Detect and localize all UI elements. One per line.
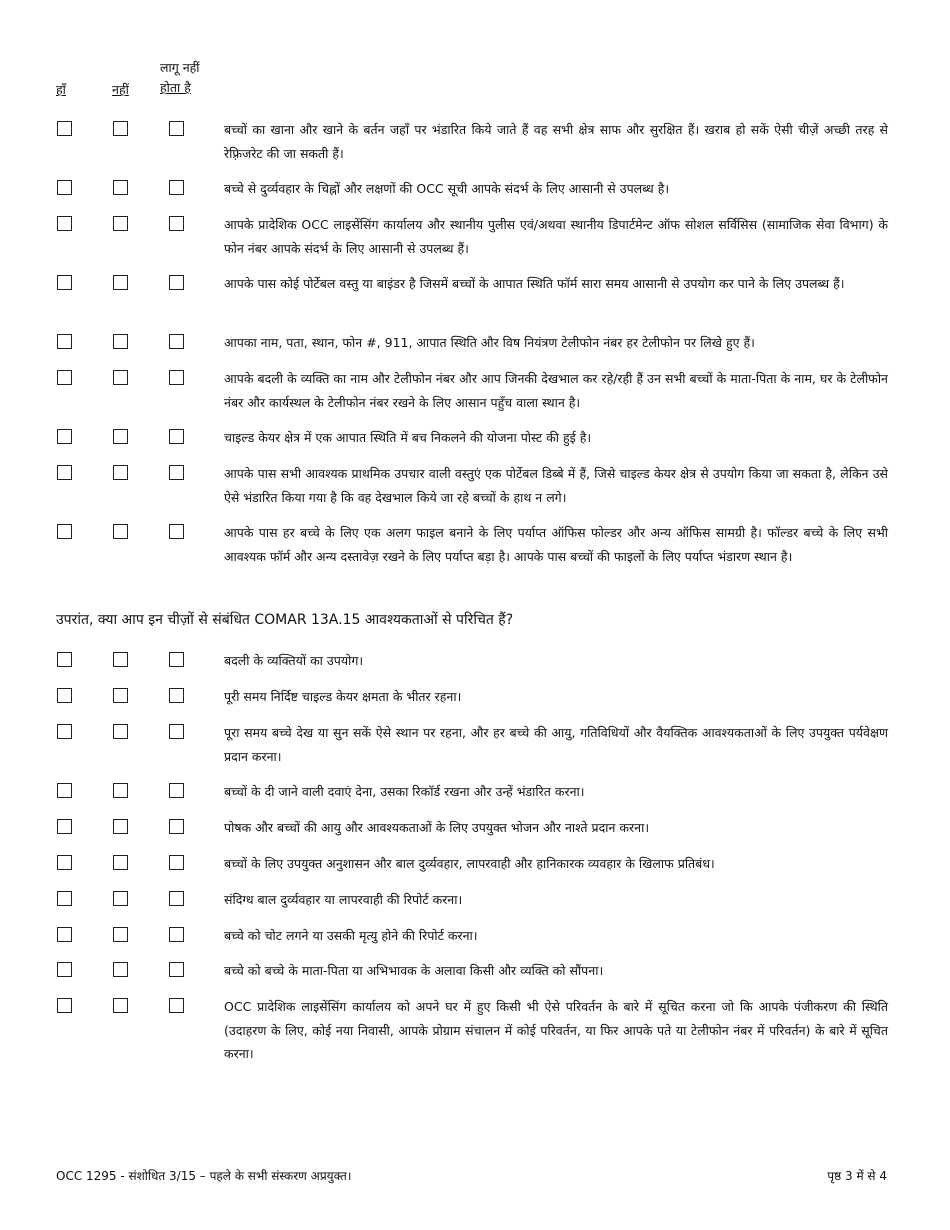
no-checkbox[interactable] [113, 275, 128, 290]
yes-checkbox[interactable] [57, 819, 72, 834]
not-applicable-checkbox[interactable] [169, 927, 184, 942]
not-applicable-checkbox[interactable] [169, 334, 184, 349]
checklist-item-text: संदिग्ध बाल दुर्व्यवहार या लापरवाही की रिपोर्ट करना। [224, 892, 463, 907]
not-applicable-checkbox[interactable] [169, 429, 184, 444]
yes-checkbox[interactable] [57, 652, 72, 667]
not-applicable-checkbox[interactable] [169, 524, 184, 539]
no-checkbox[interactable] [113, 724, 128, 739]
no-checkbox[interactable] [113, 121, 128, 136]
not-applicable-checkbox[interactable] [169, 891, 184, 906]
yes-checkbox[interactable] [57, 429, 72, 444]
not-applicable-checkbox[interactable] [169, 998, 184, 1013]
checklist-item-text: आपके पास हर बच्चे के लिए एक अलग फाइल बनाने के लिए पर्याप्त ऑफिस फोल्डर और अन्य ऑफिस सामग्री है। फॉल्डर बच्चे के लिए सभी आवश्यक फॉर्म और अन्य दस्तावेज़ रखने के लिए पर्याप्त बड़ा है। आपके पास बच्चों की फाइलों के लिए पर्याप्त भंडारण स्थान है। [224, 525, 888, 564]
column-header-not-applicable [160, 58, 200, 98]
no-checkbox[interactable] [113, 429, 128, 444]
yes-checkbox[interactable] [57, 688, 72, 703]
yes-checkbox[interactable] [57, 465, 72, 480]
checklist-item-text: बच्चे को बच्चे के माता-पिता या अभिभावक के अलावा किसी और व्यक्ति को सौंपना। [224, 963, 604, 978]
checklist-item-text: बच्चों के दी जाने वाली दवाएं देना, उसका रिकॉर्ड रखना और उन्हें भंडारित करना। [224, 784, 585, 799]
page-number: पृष्ठ 3 में से 4 [827, 1169, 887, 1183]
not-applicable-checkbox[interactable] [169, 962, 184, 977]
no-checkbox[interactable] [113, 819, 128, 834]
not-applicable-checkbox[interactable] [169, 121, 184, 136]
no-checkbox[interactable] [113, 652, 128, 667]
not-applicable-checkbox[interactable] [169, 724, 184, 739]
no-checkbox[interactable] [113, 216, 128, 231]
form-revision-footer: OCC 1295 - संशोधित 3/15 – पहले के सभी संस्करण अप्रयुक्त। [56, 1169, 352, 1183]
not-applicable-checkbox[interactable] [169, 370, 184, 385]
no-checkbox[interactable] [113, 783, 128, 798]
checklist-item-text: पूरी समय निर्दिष्ट चाइल्ड केयर क्षमता के भीतर रहना। [224, 689, 462, 704]
not-applicable-checkbox[interactable] [169, 855, 184, 870]
yes-checkbox[interactable] [57, 724, 72, 739]
yes-checkbox[interactable] [57, 180, 72, 195]
column-header-na-line1: लागू नहीं [160, 60, 200, 75]
yes-checkbox[interactable] [57, 275, 72, 290]
yes-checkbox[interactable] [57, 334, 72, 349]
not-applicable-checkbox[interactable] [169, 652, 184, 667]
no-checkbox[interactable] [113, 524, 128, 539]
checklist-item-text: पूरा समय बच्चे देख या सुन सकें ऐसे स्थान पर रहना, और हर बच्चे की आयु, गतिविधियों और वैयक्तिक आवश्यकताओं के लिए उपयुक्त पर्यवेक्षण प्रदान करना। [224, 725, 888, 764]
yes-checkbox[interactable] [57, 216, 72, 231]
checklist-item-text: बच्चे को चोट लगने या उसकी मृत्यु होने की रिपोर्ट करना। [224, 928, 478, 943]
checklist-item-text: आपके बदली के व्यक्ति का नाम और टेलीफोन नंबर और आप जिनकी देखभाल कर रहे/रही हैं उन सभी बच्चों के माता-पिता के नाम, घर के टेलीफोन नंबर और कार्यस्थल के टेलीफोन नंबर रखने के लिए आसान पहुँच वाला स्थान है। [224, 371, 888, 410]
not-applicable-checkbox[interactable] [169, 465, 184, 480]
section-question: उपरांत, क्या आप इन चीज़ों से संबंधित COMAR 13A.15 आवश्यकताओं से परिचित हैं? [56, 612, 514, 628]
no-checkbox[interactable] [113, 688, 128, 703]
no-checkbox[interactable] [113, 465, 128, 480]
column-header-no-label: नहीं [112, 82, 129, 97]
checklist-item-text: आपके प्रादेशिक OCC लाइसेंसिंग कार्यालय और स्थानीय पुलीस एवं/अथवा स्थानीय डिपार्टमेन्ट ऑफ सोशल सर्विसिस (सामाजिक सेवा विभाग) के फोन नंबर आपके संदर्भ के लिए आसानी से उपलब्ध हैं। [224, 217, 888, 256]
yes-checkbox[interactable] [57, 962, 72, 977]
column-header-yes-label: हाँ [56, 82, 66, 97]
column-header-no [112, 80, 129, 100]
not-applicable-checkbox[interactable] [169, 783, 184, 798]
yes-checkbox[interactable] [57, 783, 72, 798]
checklist-item-text: बच्चों का खाना और खाने के बर्तन जहाँ पर भंडारित किये जाते हैं वह सभी क्षेत्र साफ और सुरक्षित हैं। खराब हो सकें ऐसी चीज़ें अच्छी तरह से रेफ़्रिजरेट की जा सकती हैं। [224, 122, 888, 161]
not-applicable-checkbox[interactable] [169, 275, 184, 290]
not-applicable-checkbox[interactable] [169, 180, 184, 195]
no-checkbox[interactable] [113, 998, 128, 1013]
not-applicable-checkbox[interactable] [169, 819, 184, 834]
checklist-item-text: आपका नाम, पता, स्थान, फोन #, 911, आपात स्थिति और विष नियंत्रण टेलीफोन नंबर हर टेलीफोन पर लिखे हुए हैं। [224, 335, 755, 350]
no-checkbox[interactable] [113, 334, 128, 349]
checklist-item-text: बच्चों के लिए उपयुक्त अनुशासन और बाल दुर्व्यवहार, लापरवाही और हानिकारक व्यवहार के खिलाफ प्रतिबंध। [224, 856, 715, 871]
checklist-item-text: बच्चे से दुर्व्यवहार के चिह्नों और लक्षणों की OCC सूची आपके संदर्भ के लिए आसानी से उपलब्ध है। [224, 181, 670, 196]
column-header-na-line2: होता है [160, 80, 191, 95]
no-checkbox[interactable] [113, 962, 128, 977]
checklist-item-text: OCC प्रादेशिक लाइसेंसिंग कार्यालय को अपने घर में हुए किसी भी ऐसे परिवर्तन के बारे में सूचित करना जो कि आपके पंजीकरण की स्थिति (उदाहरण के लिए, कोई नया निवासी, आपके प्रोग्राम संचालन में कोई परिवर्तन, या फिर आपके पते या टेलीफोन नंबर में परिवर्तन) के बारे में सूचित करना। [224, 999, 888, 1061]
checklist-item-text: पोषक और बच्चों की आयु और आवश्यकताओं के लिए उपयुक्त भोजन और नाश्ते प्रदान करना। [224, 820, 650, 835]
yes-checkbox[interactable] [57, 855, 72, 870]
yes-checkbox[interactable] [57, 121, 72, 136]
no-checkbox[interactable] [113, 370, 128, 385]
yes-checkbox[interactable] [57, 891, 72, 906]
not-applicable-checkbox[interactable] [169, 688, 184, 703]
checklist-item-text: बदली के व्यक्तियों का उपयोग। [224, 653, 364, 668]
yes-checkbox[interactable] [57, 927, 72, 942]
yes-checkbox[interactable] [57, 998, 72, 1013]
no-checkbox[interactable] [113, 927, 128, 942]
yes-checkbox[interactable] [57, 370, 72, 385]
not-applicable-checkbox[interactable] [169, 216, 184, 231]
checklist-item-text: चाइल्ड केयर क्षेत्र में एक आपात स्थिति में बच निकलने की योजना पोस्ट की हुई है। [224, 430, 592, 445]
column-header-yes [56, 80, 66, 100]
yes-checkbox[interactable] [57, 524, 72, 539]
no-checkbox[interactable] [113, 855, 128, 870]
checklist-item-text: आपके पास कोई पोर्टेबल वस्तु या बाइंडर है जिसमें बच्चों के आपात स्थिति फॉर्म सारा समय आसानी से उपयोग कर पाने के लिए उपलब्ध हैं। [224, 276, 845, 291]
no-checkbox[interactable] [113, 180, 128, 195]
checklist-item-text: आपके पास सभी आवश्यक प्राथमिक उपचार वाली वस्तुएं एक पोर्टेबल डिब्बे में हैं, जिसे चाइल्ड केयर क्षेत्र से उपयोग किया जा सकता है, लेकिन उसे ऐसे भंडारित किया गया है कि वह देखभाल किये जा रहे बच्चों के हाथ न लगे। [224, 466, 888, 505]
no-checkbox[interactable] [113, 891, 128, 906]
